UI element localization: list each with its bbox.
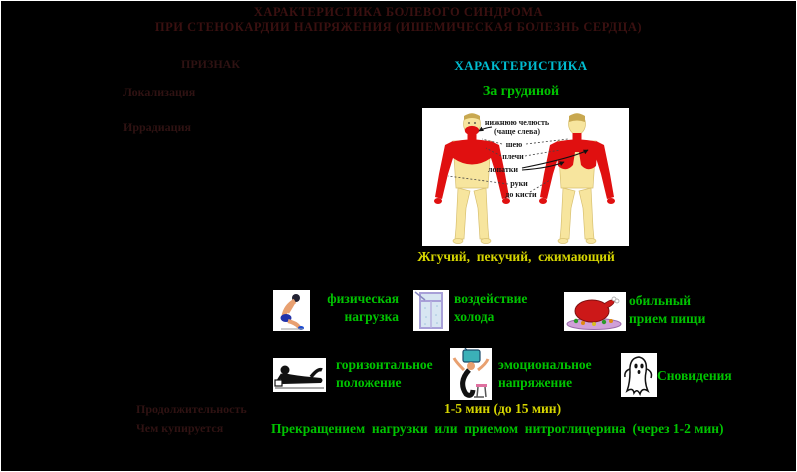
physical-exercise-icon	[273, 290, 310, 336]
diagram-label-to-hand: до кисти	[505, 190, 537, 199]
ghost-dreams-icon	[621, 353, 657, 402]
trigger-label-emotional-tension: эмоциональное напряжение	[498, 357, 592, 390]
trigger-label-dreams: Сновидения	[657, 368, 732, 383]
row-label-duration: Продолжительность	[136, 402, 247, 416]
diagram-label-jaw: нижнюю челюсть	[484, 118, 550, 127]
column-header-feature: ПРИЗНАК	[181, 57, 241, 71]
turkey-meal-icon	[564, 292, 626, 336]
row-label-relief: Чем купируется	[136, 421, 224, 435]
row-label-localization: Локализация	[123, 85, 196, 99]
row-label-irradiation: Иррадиация	[123, 120, 191, 134]
pain-character-value: Жгучий, пекучий, сжимающий	[417, 249, 615, 264]
duration-value: 1-5 мин (до 15 мин)	[444, 401, 562, 416]
trigger-label-physical-exercise: физическая нагрузка	[327, 291, 399, 324]
column-header-characteristic: ХАРАКТЕРИСТИКА	[454, 58, 588, 73]
trigger-label-horizontal-position: горизонтальное положение	[336, 357, 433, 390]
diagram-label-neck: шею	[505, 140, 523, 149]
trigger-label-cold-exposure: воздействие холода	[454, 291, 528, 324]
cold-window-icon	[413, 290, 449, 336]
trigger-label-heavy-meal: обильный прием пищи	[629, 293, 706, 326]
diagram-label-scapulae: лопатки	[487, 165, 519, 174]
back-figure	[539, 114, 615, 244]
slide-title	[1, 5, 796, 35]
localization-value: За грудиной	[482, 84, 560, 99]
relief-value: Прекращением нагрузки или приемом нитроглицерина (через 1-2 мин)	[271, 421, 724, 436]
slide-title-line1: ХАРАКТЕРИСТИКА БОЛЕВОГО СИНДРОМА	[253, 5, 544, 19]
slide-title-line2: ПРИ СТЕНОКАРДИИ НАПРЯЖЕНИЯ (ИШЕМИЧЕСКАЯ БОЛЕЗНЬ СЕРДЦА)	[154, 20, 643, 34]
emotional-person-icon	[450, 348, 492, 405]
lying-person-icon	[273, 358, 326, 397]
irradiation-body-diagram	[422, 108, 629, 246]
diagram-label-shoulders: плечи	[502, 152, 524, 161]
diagram-label-arms: руки	[510, 179, 528, 188]
body-figures-icon	[422, 108, 629, 246]
diagram-label-jaw-note: (чаще слева)	[493, 127, 541, 136]
